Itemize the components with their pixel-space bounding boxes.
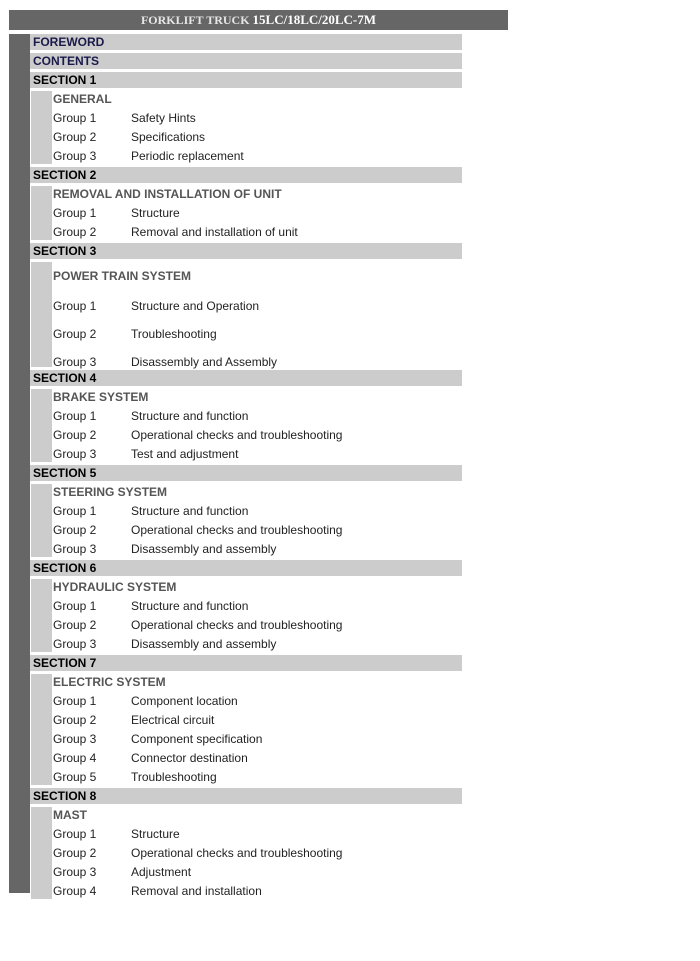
group-title: Removal and installation (131, 884, 262, 898)
section-gutter (31, 262, 52, 367)
section-body-3 (30, 262, 462, 370)
group-number: Group 1 (53, 599, 97, 613)
section-body-4 (30, 389, 462, 465)
section-header-8: SECTION 8 (30, 788, 462, 804)
group-title: Operational checks and troubleshooting (131, 428, 343, 442)
section-title-link[interactable]: BRAKE SYSTEM (53, 390, 149, 404)
section-title-link[interactable]: POWER TRAIN SYSTEM (53, 269, 192, 283)
group-title: Component specification (131, 732, 263, 746)
group-title: Adjustment (131, 865, 192, 879)
group-row-link[interactable] (53, 617, 462, 636)
group-number: Group 2 (53, 327, 97, 341)
contents-link[interactable]: CONTENTS (30, 53, 462, 69)
section-body-6 (30, 579, 462, 655)
group-number: Group 4 (53, 751, 97, 765)
group-row-link[interactable] (53, 318, 462, 346)
section-title-link[interactable]: GENERAL (53, 92, 112, 106)
group-title: Removal and installation of unit (131, 225, 298, 239)
group-row-link[interactable] (53, 750, 462, 769)
group-row-link[interactable] (53, 205, 462, 224)
group-row-link[interactable] (53, 636, 462, 655)
group-row-link[interactable] (53, 769, 462, 788)
section-gutter (31, 674, 52, 785)
section-title-link[interactable]: ELECTRIC SYSTEM (53, 675, 166, 689)
group-row-link[interactable] (53, 427, 462, 446)
group-title: Disassembly and assembly (131, 637, 277, 651)
left-decorative-bar (9, 34, 30, 893)
section-body-5 (30, 484, 462, 560)
section-body-8 (30, 807, 462, 902)
group-number: Group 2 (53, 713, 97, 727)
section-header-4: SECTION 4 (30, 370, 462, 386)
group-row-link[interactable] (53, 522, 462, 541)
group-row-link[interactable] (53, 693, 462, 712)
group-title: Specifications (131, 130, 206, 144)
section-content (52, 484, 462, 560)
section-body-7 (30, 674, 462, 788)
group-number: Group 1 (53, 504, 97, 518)
group-title: Component location (131, 694, 238, 708)
group-row-link[interactable] (53, 731, 462, 750)
group-row-link[interactable] (53, 845, 462, 864)
section-title-link[interactable]: MAST (53, 808, 87, 822)
section-content (52, 389, 462, 465)
section-gutter (31, 807, 52, 899)
group-row-link[interactable] (53, 224, 462, 243)
section-content (52, 91, 462, 167)
group-row-link[interactable] (53, 408, 462, 427)
section-gutter (31, 186, 52, 240)
group-title: Connector destination (131, 751, 248, 765)
group-number: Group 3 (53, 637, 97, 651)
group-row-link[interactable] (53, 110, 462, 129)
section-gutter (31, 484, 52, 557)
group-title: Test and adjustment (131, 447, 239, 461)
section-content (52, 807, 462, 902)
section-header-2: SECTION 2 (30, 167, 462, 183)
group-row-link[interactable] (53, 598, 462, 617)
group-title: Periodic replacement (131, 149, 244, 163)
group-title: Structure (131, 827, 180, 841)
group-number: Group 1 (53, 694, 97, 708)
group-title: Structure and Operation (131, 299, 260, 313)
group-number: Group 2 (53, 225, 97, 239)
group-number: Group 2 (53, 618, 97, 632)
section-header-7: SECTION 7 (30, 655, 462, 671)
group-title: Operational checks and troubleshooting (131, 846, 343, 860)
section-gutter (31, 91, 52, 164)
group-title: Structure and function (131, 504, 249, 518)
foreword-link[interactable]: FOREWORD (30, 34, 462, 50)
group-number: Group 1 (53, 111, 97, 125)
group-row-link[interactable] (53, 864, 462, 883)
section-content (52, 674, 462, 788)
group-row-link[interactable] (53, 541, 462, 560)
section-body-1 (30, 91, 462, 167)
group-row-link[interactable] (53, 712, 462, 731)
group-title: Troubleshooting (131, 327, 217, 341)
group-row-link[interactable] (53, 826, 462, 845)
group-row-link[interactable] (53, 503, 462, 522)
group-row-link[interactable] (53, 148, 462, 167)
group-number: Group 5 (53, 770, 97, 784)
group-title: Operational checks and troubleshooting (131, 618, 343, 632)
section-header-6: SECTION 6 (30, 560, 462, 576)
group-title: Disassembly and assembly (131, 542, 277, 556)
section-title-link[interactable]: REMOVAL AND INSTALLATION OF UNIT (53, 187, 282, 201)
group-title: Structure (131, 206, 180, 220)
group-number: Group 2 (53, 428, 97, 442)
group-number: Group 1 (53, 827, 97, 841)
group-title: Safety Hints (131, 111, 196, 125)
section-content (52, 186, 462, 243)
group-row-link[interactable] (53, 346, 462, 370)
group-number: Group 1 (53, 409, 97, 423)
group-number: Group 3 (53, 149, 97, 163)
group-number: Group 2 (53, 130, 97, 144)
section-title-link[interactable]: STEERING SYSTEM (53, 485, 168, 499)
group-number: Group 3 (53, 865, 97, 879)
group-row-link[interactable] (53, 883, 462, 902)
group-number: Group 2 (53, 523, 97, 537)
group-number: Group 1 (53, 206, 97, 220)
group-number: Group 2 (53, 846, 97, 860)
section-title-link[interactable]: HYDRAULIC SYSTEM (53, 580, 177, 594)
section-header-1: SECTION 1 (30, 72, 462, 88)
section-gutter (31, 579, 52, 652)
section-gutter (31, 389, 52, 462)
section-header-3: SECTION 3 (30, 243, 462, 259)
group-number: Group 3 (53, 542, 97, 556)
document-title-bar (9, 10, 508, 30)
title-prefix: FORKLIFT TRUCK (140, 13, 253, 27)
section-header-5: SECTION 5 (30, 465, 462, 481)
section-body-2 (30, 186, 462, 243)
group-number: Group 1 (53, 299, 97, 313)
group-title: Disassembly and Assembly (131, 355, 278, 369)
group-number: Group 3 (53, 447, 97, 461)
group-title: Structure and function (131, 409, 249, 423)
title-model: 15LC/18LC/20LC-7M (252, 12, 377, 27)
group-title: Troubleshooting (131, 770, 217, 784)
group-row-link[interactable] (53, 290, 462, 318)
group-row-link[interactable] (53, 129, 462, 148)
group-number: Group 3 (53, 355, 97, 369)
group-number: Group 3 (53, 732, 97, 746)
section-content (52, 579, 462, 655)
group-title: Electrical circuit (131, 713, 215, 727)
group-number: Group 4 (53, 884, 97, 898)
section-content (52, 262, 462, 370)
group-title: Structure and function (131, 599, 249, 613)
table-of-contents (30, 34, 462, 902)
group-title: Operational checks and troubleshooting (131, 523, 343, 537)
group-row-link[interactable] (53, 446, 462, 465)
